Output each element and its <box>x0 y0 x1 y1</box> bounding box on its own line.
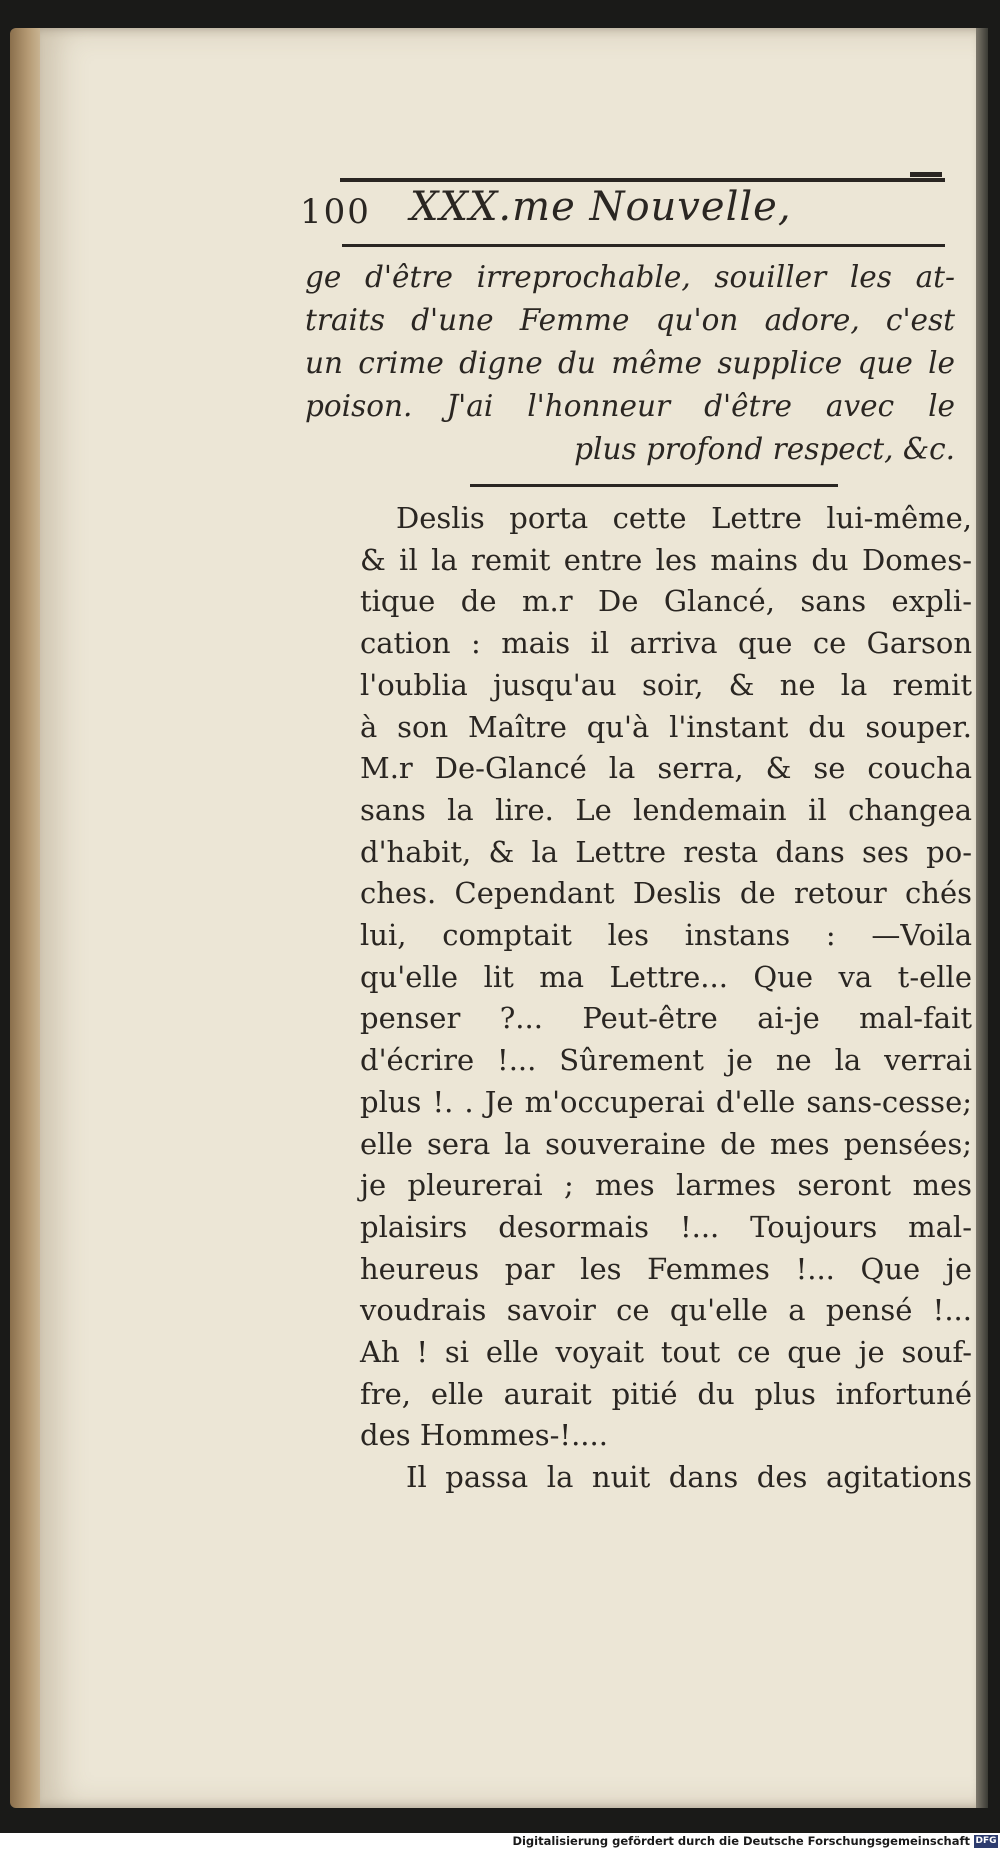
body-line: Il passa la nuit dans des agitations <box>406 1460 972 1495</box>
body-line: l'oublia jusqu'au soir, & ne la remit <box>360 667 972 702</box>
digitization-footer <box>0 1833 1000 1851</box>
body-line: Deslis porta cette Lettre lui-même, <box>396 501 972 535</box>
dfg-logo: DFG <box>975 1836 997 1846</box>
body-line: fre, elle aurait pitié du plus infortuné <box>360 1376 972 1411</box>
letter-line: traits d'une Femme qu'on adore, c'est <box>305 303 955 337</box>
body-line: voudrais savoir ce qu'elle a pensé !... <box>360 1293 972 1328</box>
body-line: plaisirs desormais !... Toujours mal- <box>360 1209 972 1244</box>
body-line: sans la lire. Le lendemain il changea <box>360 792 972 827</box>
letter-line: un crime digne du même supplice que le <box>305 346 955 380</box>
body-line: qu'elle lit ma Lettre... Que va t-elle <box>360 959 972 994</box>
page-number: 100 <box>300 192 371 232</box>
body-line: lui, comptait les instans : —Voila <box>360 918 972 953</box>
body-line: & il la remit entre les mains du Domes- <box>360 542 972 577</box>
running-title: XXX.me Nouvelle, <box>410 184 792 230</box>
letter-line: poison. J'ai l'honneur d'être avec le <box>305 389 955 423</box>
body-line: Ah ! si elle voyait tout ce que je souf- <box>360 1335 972 1370</box>
body-line: heureus par les Femmes !... Que je <box>360 1251 972 1286</box>
body-paragraphs <box>360 498 972 1499</box>
body-line: penser ?... Peut-être ai-je mal-fait <box>360 1001 972 1036</box>
funding-credit: Digitalisierung gefördert durch die Deutsche Forschungsgemeinschaft <box>512 1834 970 1848</box>
body-line: plus !. . Je m'occuperai d'elle sans-cesse; <box>360 1084 972 1119</box>
body-line: à son Maître qu'à l'instant du souper. <box>360 709 972 744</box>
body-line: d'écrire !... Sûrement je ne la verrai <box>360 1043 972 1078</box>
header-rule-top-cap <box>910 172 942 177</box>
letter-line: ge d'être irreprochable, souiller les at- <box>305 260 955 294</box>
header-rule-bottom <box>342 244 945 247</box>
body-line: d'habit, & la Lettre resta dans ses po- <box>360 834 972 869</box>
body-line: ches. Cependant Deslis de retour chés <box>360 876 972 911</box>
letter-signoff: plus profond respect, &c. <box>574 432 955 466</box>
body-line: cation : mais il arriva que ce Garson <box>360 626 972 661</box>
letter-closing <box>305 256 955 471</box>
section-separator <box>470 484 838 487</box>
body-line: des Hommes-!.... <box>360 1418 608 1453</box>
page-shadow <box>976 28 988 1808</box>
body-line: elle sera la souveraine de mes pensées; <box>360 1126 972 1161</box>
body-line: tique de m.r De Glancé, sans expli- <box>360 584 972 619</box>
header-rule-top <box>340 178 945 182</box>
running-header <box>300 184 940 240</box>
body-line: je pleurerai ; mes larmes seront mes <box>360 1168 972 1203</box>
body-line: M.r De-Glancé la serra, & se coucha <box>360 751 972 786</box>
